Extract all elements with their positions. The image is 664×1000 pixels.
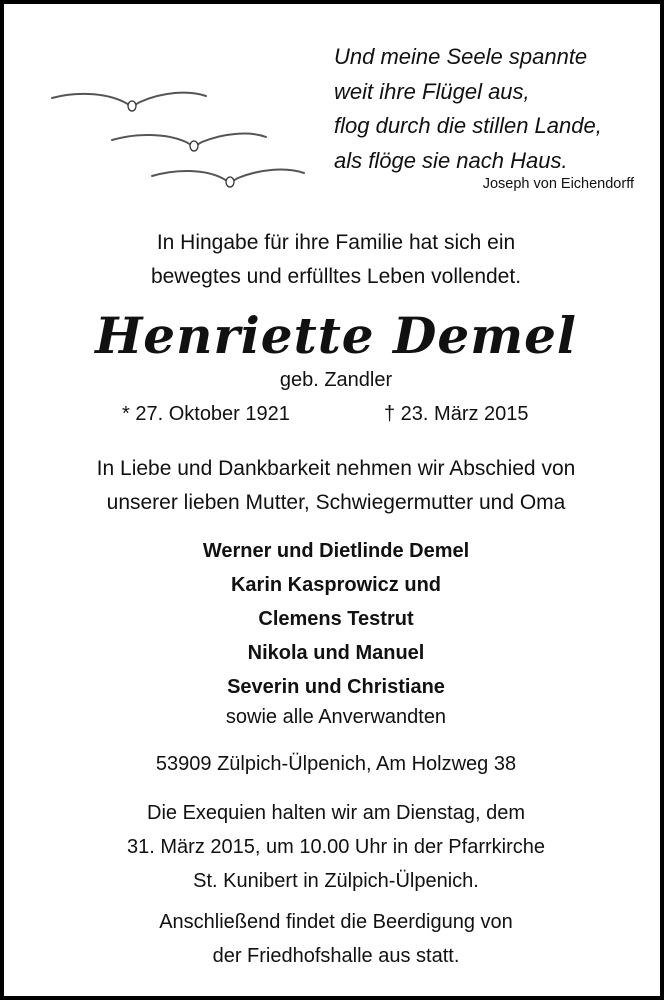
poem-line: weit ihre Flügel aus, xyxy=(334,78,530,104)
intro-text xyxy=(4,226,664,294)
burial-line: der Friedhofshalle aus statt. xyxy=(212,945,460,967)
mourners-list xyxy=(4,534,664,704)
poem-line: als flöge sie nach Haus. xyxy=(334,147,568,173)
relatives-text: sowie alle Anverwandten xyxy=(225,706,447,728)
funeral-service-info xyxy=(4,796,664,898)
mourner-name: Clemens Testrut xyxy=(258,608,414,630)
mourner-name: Werner und Dietlinde Demel xyxy=(202,540,470,562)
poem-line: flog durch die stillen Lande, xyxy=(334,113,602,138)
death-date: † 23. März 2015 xyxy=(384,403,529,425)
service-line: 31. März 2015, um 10.00 Uhr in der Pfarrkirche xyxy=(127,836,545,858)
farewell-text xyxy=(4,452,664,520)
deceased-name: Henriette Demel xyxy=(95,306,577,365)
flying-birds-illustration xyxy=(44,84,314,194)
birth-date: * 27. Oktober 1921 xyxy=(122,403,290,425)
burial-line: Anschließend findet die Beerdigung von xyxy=(159,911,513,933)
bird-icon xyxy=(52,93,206,111)
poem-line: Und meine Seele spannte xyxy=(334,44,588,69)
mourner-name: Karin Kasprowicz und xyxy=(230,574,442,596)
farewell-line: unserer lieben Mutter, Schwiegermutter und Oma xyxy=(106,491,566,514)
poem xyxy=(334,40,602,178)
bird-icon xyxy=(112,134,266,151)
poem-author: Joseph von Eichendorff xyxy=(482,176,634,192)
service-line: St. Kunibert in Zülpich-Ülpenich. xyxy=(193,870,479,892)
burial-info xyxy=(4,905,664,973)
mourner-name: Nikola und Manuel xyxy=(247,642,425,664)
farewell-line: In Liebe und Dankbarkeit nehmen wir Abschied von xyxy=(96,457,576,480)
family-address: 53909 Zülpich-Ülpenich, Am Holzweg 38 xyxy=(155,753,517,775)
bird-icon xyxy=(152,170,304,187)
intro-line: In Hingabe für ihre Familie hat sich ein xyxy=(156,231,516,254)
mourner-name: Severin und Christiane xyxy=(227,676,445,698)
intro-line: bewegtes und erfülltes Leben vollendet. xyxy=(150,265,522,288)
service-line: Die Exequien halten wir am Dienstag, dem xyxy=(147,802,525,824)
born-name: geb. Zandler xyxy=(279,369,393,391)
